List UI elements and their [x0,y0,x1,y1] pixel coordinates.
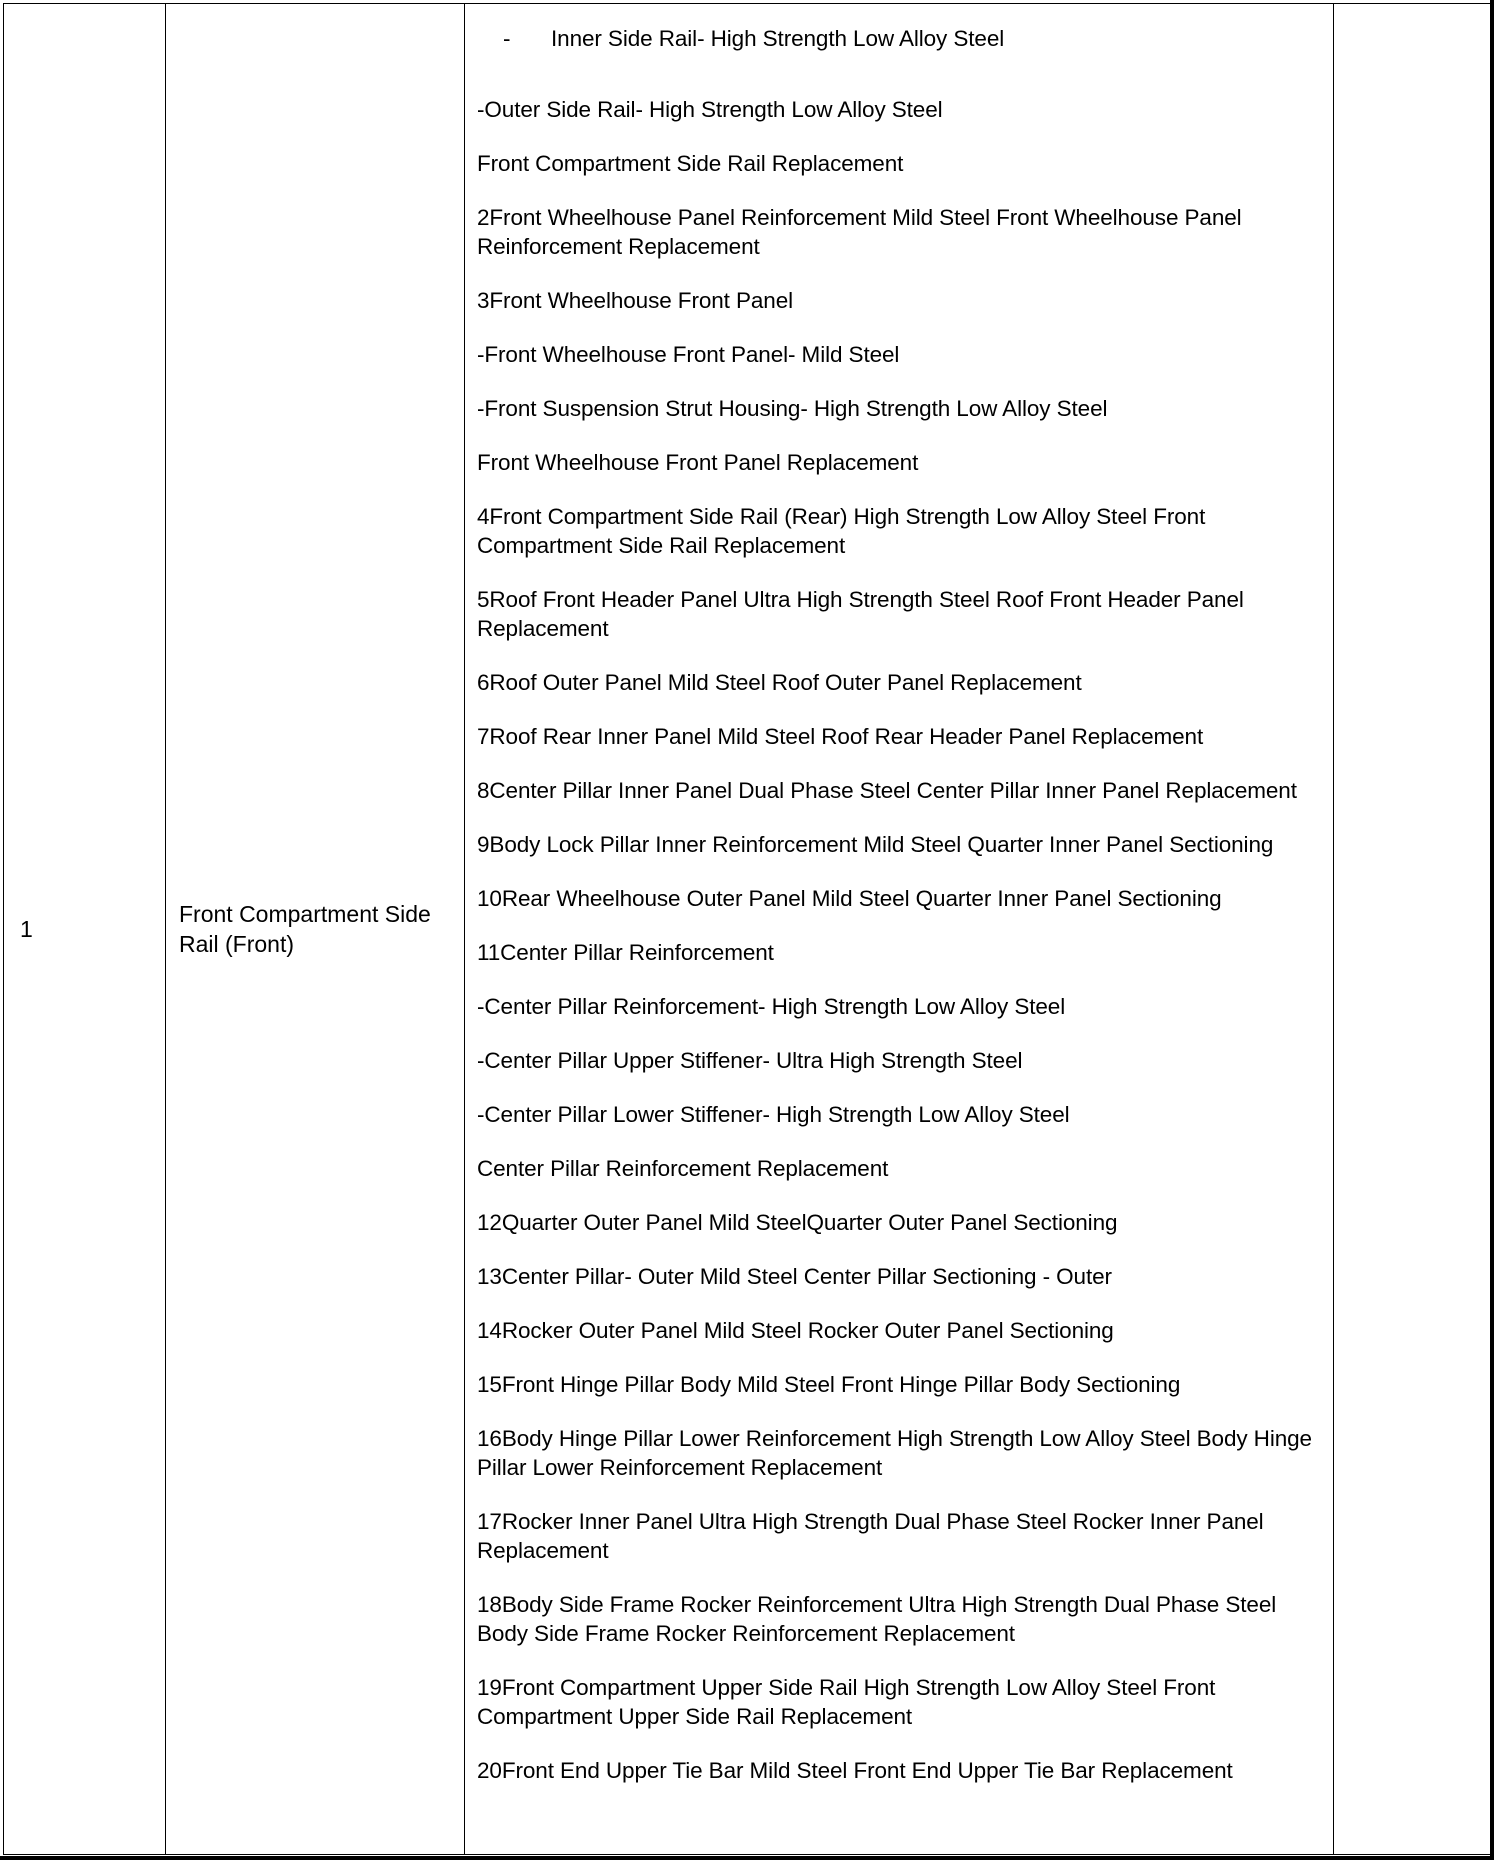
description-line: 8Center Pillar Inner Panel Dual Phase Steel Center Pillar Inner Panel Replacement [477,778,1297,803]
description-line: 16Body Hinge Pillar Lower Reinforcement High Strength Low Alloy Steel Body Hinge Pillar Lower Reinforcement Replacement [477,1426,1312,1480]
description-line-text: Inner Side Rail- High Strength Low Alloy Steel [551,26,1005,51]
description-line: 6Roof Outer Panel Mild Steel Roof Outer Panel Replacement [477,670,1082,695]
description-line: 14Rocker Outer Panel Mild Steel Rocker Outer Panel Sectioning [477,1318,1114,1343]
description-line: -Front Wheelhouse Front Panel- Mild Steel [477,342,900,367]
description-line: 11Center Pillar Reinforcement [477,940,774,965]
description-line: -Center Pillar Reinforcement- High Strength Low Alloy Steel [477,994,1066,1019]
description-line: 2Front Wheelhouse Panel Reinforcement Mild Steel Front Wheelhouse Panel Reinforcement Replacement [477,205,1242,259]
description-line: 12Quarter Outer Panel Mild SteelQuarter Outer Panel Sectioning [477,1210,1118,1235]
component-name: Front Compartment Side Rail (Front) [179,901,431,957]
dash-marker: - [503,26,511,51]
description-line: 20Front End Upper Tie Bar Mild Steel Front End Upper Tie Bar Replacement [477,1758,1233,1783]
description-line: 4Front Compartment Side Rail (Rear) High Strength Low Alloy Steel Front Compartment Side Rail Replacement [477,504,1206,558]
description-line: -Center Pillar Upper Stiffener- Ultra High Strength Steel [477,1048,1023,1073]
description-line: Front Wheelhouse Front Panel Replacement [477,450,919,475]
description-cell [465,4,1334,1855]
table-row [4,4,1491,1855]
description-line: 7Roof Rear Inner Panel Mild Steel Roof Rear Header Panel Replacement [477,724,1204,749]
row-number-cell [4,4,166,1855]
description-line: Front Compartment Side Rail Replacement [477,151,904,176]
description-line: Center Pillar Reinforcement Replacement [477,1156,889,1181]
description-line: 19Front Compartment Upper Side Rail High Strength Low Alloy Steel Front Compartment Upper Side Rail Replacement [477,1675,1216,1729]
description-line: 18Body Side Frame Rocker Reinforcement Ultra High Strength Dual Phase Steel Body Side Frame Rocker Reinforcement Replacement [477,1592,1277,1646]
description-line: -Outer Side Rail- High Strength Low Alloy Steel [477,97,943,122]
parts-table [3,3,1491,1855]
component-name-cell [166,4,465,1855]
description-line: 5Roof Front Header Panel Ultra High Strength Steel Roof Front Header Panel Replacement [477,587,1244,641]
description-line: 10Rear Wheelhouse Outer Panel Mild Steel Quarter Inner Panel Sectioning [477,886,1222,911]
description-line: 13Center Pillar- Outer Mild Steel Center Pillar Sectioning - Outer [477,1264,1112,1289]
description-line: 9Body Lock Pillar Inner Reinforcement Mild Steel Quarter Inner Panel Sectioning [477,832,1274,857]
description-line: 15Front Hinge Pillar Body Mild Steel Front Hinge Pillar Body Sectioning [477,1372,1181,1397]
notes-cell [1334,4,1491,1855]
description-line: 17Rocker Inner Panel Ultra High Strength Dual Phase Steel Rocker Inner Panel Replacement [477,1509,1264,1563]
description-line: -Center Pillar Lower Stiffener- High Strength Low Alloy Steel [477,1102,1070,1127]
description-line: -Front Suspension Strut Housing- High Strength Low Alloy Steel [477,396,1108,421]
description-line: 3Front Wheelhouse Front Panel [477,288,794,313]
row-number: 1 [20,915,33,942]
description-line [477,24,1321,53]
